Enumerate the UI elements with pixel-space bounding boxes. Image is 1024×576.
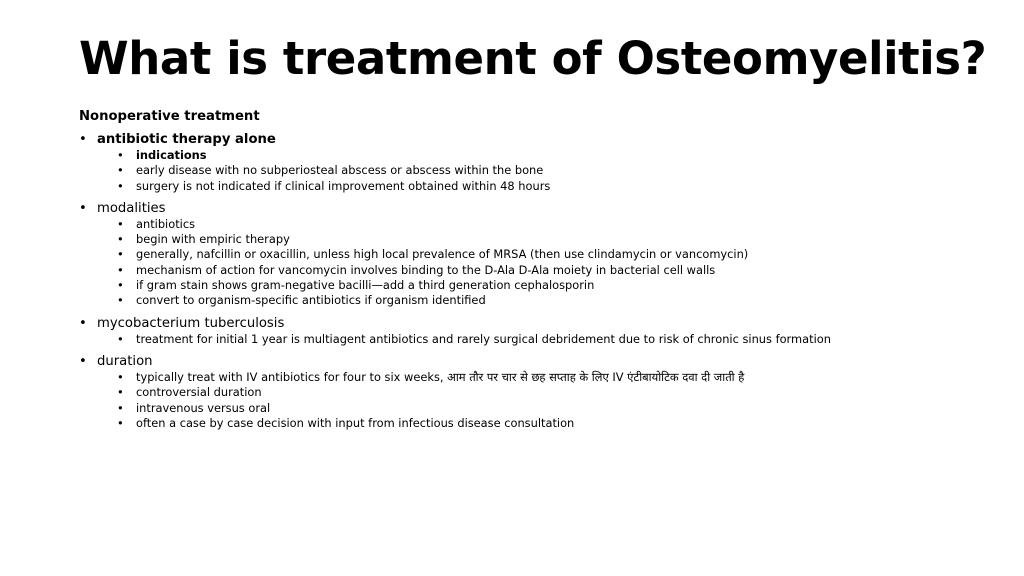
sub-item (79, 148, 959, 163)
sub-item (79, 416, 959, 431)
sub-item-label: often a case by case decision with input from infectious disease consultation (136, 415, 575, 430)
bullet: • (117, 415, 124, 430)
sub-item (79, 217, 959, 232)
sub-item-label: mechanism of action for vancomycin involves binding to the D-Ala D-Ala moiety in bacterial cell walls (136, 262, 716, 277)
slide-title: What is treatment of Osteomyelitis? (79, 32, 987, 85)
bullet: • (117, 148, 124, 162)
sub-item (79, 401, 959, 416)
list-item-label: modalities (97, 200, 166, 216)
list-item-label: duration (97, 353, 153, 369)
list-item-mycobacterium (79, 315, 959, 332)
sub-item-label: generally, nafcillin or oxacillin, unless high local prevalence of MRSA (then use clindamycin or vancomycin) (136, 247, 749, 262)
list-item-duration (79, 353, 959, 370)
sub-item-label: antibiotics (136, 216, 196, 231)
bullet: • (117, 163, 124, 178)
bullet: • (117, 385, 124, 400)
bullet: • (79, 353, 87, 369)
sub-item-label: indications (136, 148, 207, 162)
sub-item (79, 163, 959, 178)
bullet: • (117, 331, 124, 346)
bullet: • (79, 315, 87, 331)
sub-item-label: treatment for initial 1 year is multiagent antibiotics and rarely surgical debridement due to risk of chronic sinus formation (136, 331, 831, 346)
bullet: • (117, 216, 124, 231)
sub-item (79, 332, 959, 347)
list-item-label: mycobacterium tuberculosis (97, 315, 285, 331)
sub-item-label: convert to organism-specific antibiotics if organism identified (136, 293, 486, 308)
list-item-label: antibiotic therapy alone (97, 132, 276, 147)
bullet: • (117, 400, 124, 415)
sub-item (79, 385, 959, 400)
bullet: • (79, 200, 87, 216)
bullet: • (117, 247, 124, 262)
sub-item (79, 232, 959, 247)
sub-item (79, 179, 959, 194)
bullet: • (117, 369, 124, 384)
sub-item (79, 247, 959, 262)
sub-item (79, 263, 959, 278)
bullet: • (117, 262, 124, 277)
sub-item (79, 293, 959, 308)
sub-item-label: surgery is not indicated if clinical improvement obtained within 48 hours (136, 178, 551, 193)
sub-item (79, 370, 959, 385)
section-heading: Nonoperative treatment (79, 109, 260, 124)
bullet: • (117, 278, 124, 293)
sub-item-label: controversial duration (136, 385, 262, 400)
bullet: • (117, 232, 124, 247)
bullet: • (79, 132, 87, 147)
sub-item-label: typically treat with IV antibiotics for four to six weeks, आम तौर पर चार से छह सप्ताह के लिए IV एंटीबायोटिक दवा दी जाती है (136, 369, 745, 384)
bullet: • (117, 293, 124, 308)
sub-item-label: intravenous versus oral (136, 400, 271, 415)
sub-item (79, 278, 959, 293)
slide-content (79, 108, 959, 431)
list-item-modalities (79, 200, 959, 217)
bullet: • (117, 178, 124, 193)
list-item-antibiotic-therapy (79, 131, 959, 148)
sub-item-label: if gram stain shows gram-negative bacilli—add a third generation cephalosporin (136, 278, 595, 293)
sub-item-label: early disease with no subperiosteal abscess or abscess within the bone (136, 163, 544, 178)
sub-item-label: begin with empiric therapy (136, 232, 290, 247)
